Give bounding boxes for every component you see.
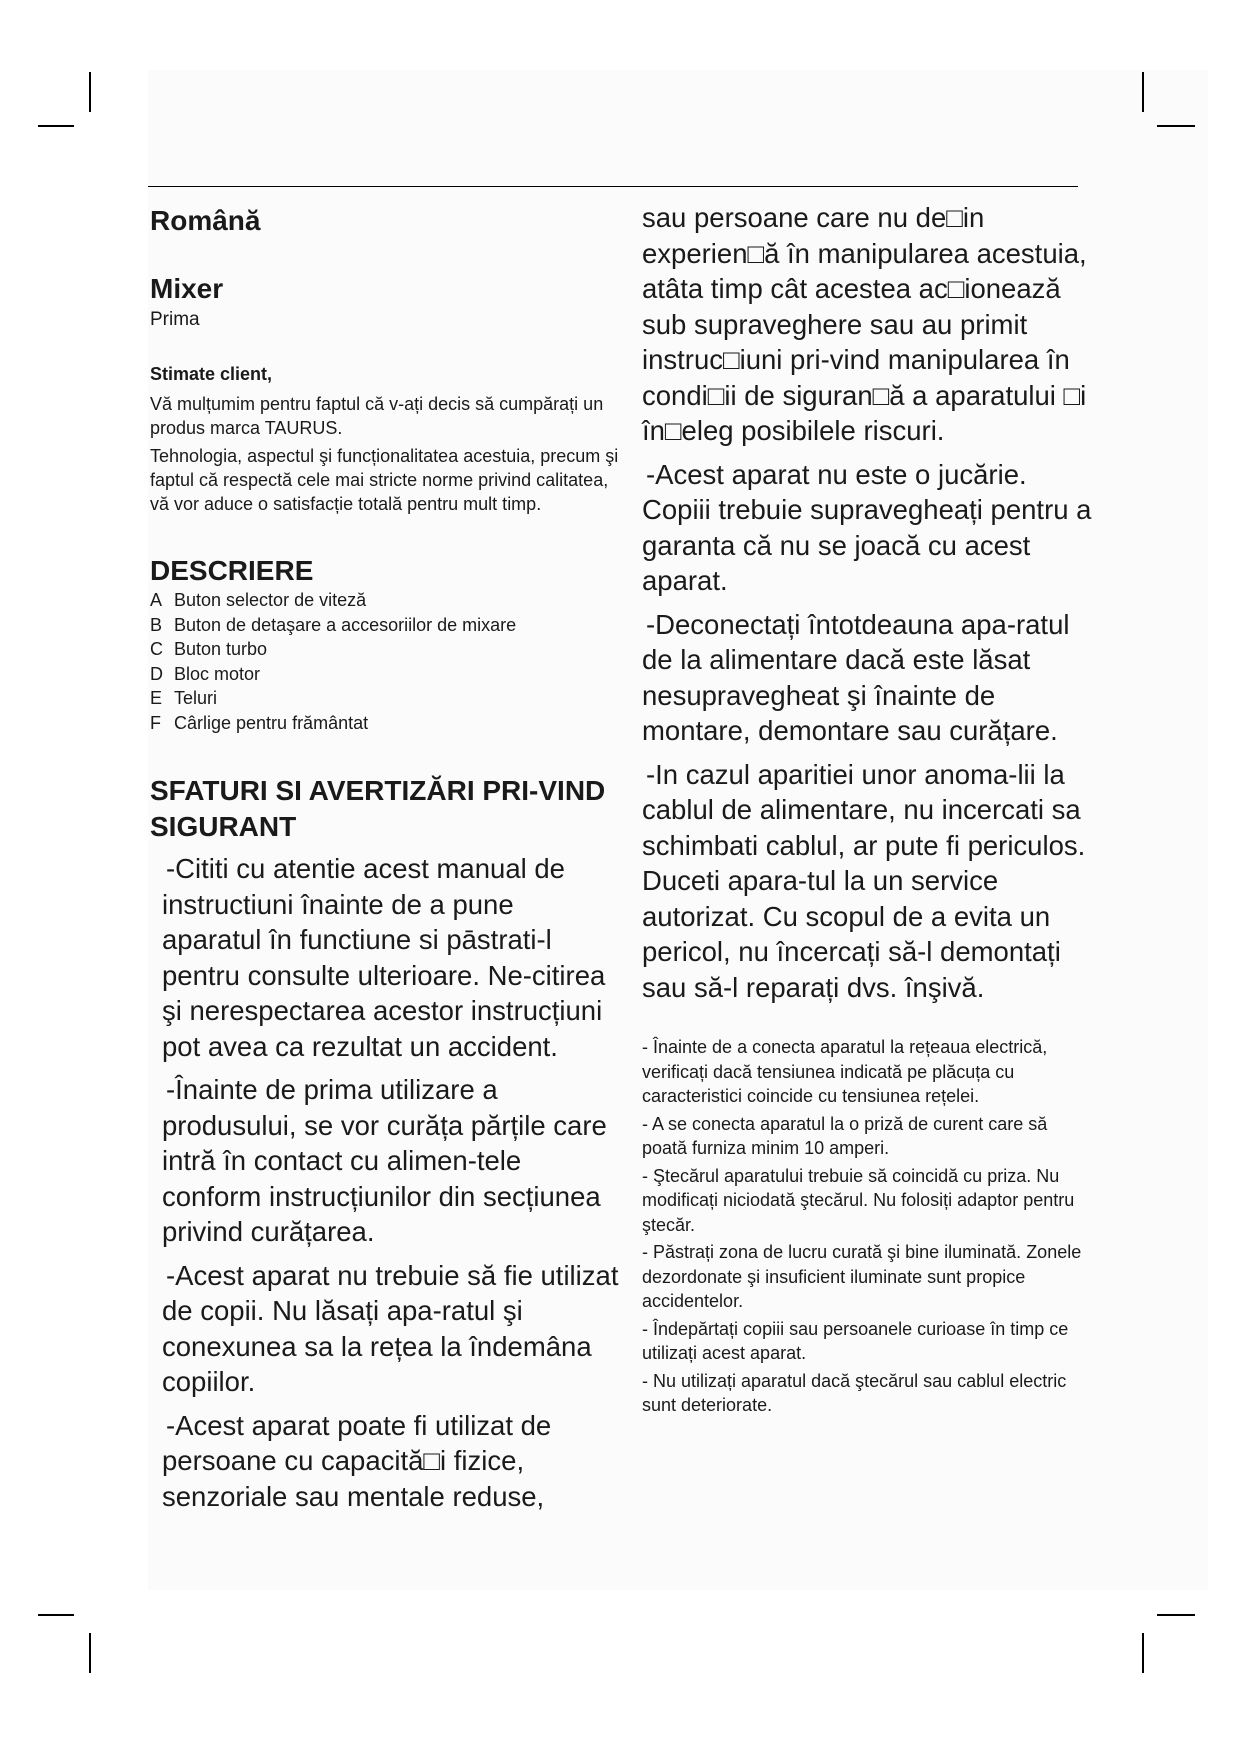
description-item-text: Buton de detaşare a accesoriilor de mixare	[174, 614, 517, 635]
left-column	[150, 200, 620, 1522]
safety-notes	[642, 1035, 1092, 1418]
intro-paragraph: Vă mulțumim pentru faptul că v-ați decis să cumpărați un produs marca TAURUS.	[150, 394, 604, 438]
crop-mark-bottom-left-vertical	[89, 1633, 91, 1673]
description-item-letter: F	[150, 712, 161, 733]
header-rule	[148, 186, 1078, 187]
description-item-letter: C	[150, 639, 163, 659]
crop-mark-top-left-horizontal	[38, 125, 74, 127]
safety-note: - Înainte de a conecta aparatul la rețeaua electrică, verificați dacă tensiunea indicată pe plăcuța cu caracteristici coincide cu tensiunea rețelei.	[642, 1037, 1048, 1106]
safety-paragraph: -Acest aparat nu trebuie să fie utilizat de copii. Nu lăsați apa-ratul şi conexunea sa la rețea la îndemâna copiilor.	[162, 1259, 619, 1397]
product-title: Mixer	[150, 273, 224, 304]
safety-note: - Nu utilizați aparatul dacă ştecărul sau cablul electric sunt deteriorate.	[642, 1370, 1067, 1415]
safety-paragraph: -Acest aparat poate fi utilizat de persoane cu capacită□i fizice, senzoriale sau mentale reduse,	[162, 1409, 552, 1512]
description-item	[150, 637, 620, 662]
safety-note: - Ştecărul aparatului trebuie să coincidă cu priza. Nu modificați niciodată ştecărul. Nu folosiți adaptor pentru ştecăr.	[642, 1165, 1075, 1235]
safety-paragraph: -In cazul aparitiei unor anoma-lii la cablul de alimentare, nu incercati sa schimbati cablul, ar pute fi periculos. Duceti apara-tul la un service autorizat. Cu scopul de a evita un pericol, nu încercați să-l demontați sau să-l reparați dvs. înşivă.	[642, 758, 1086, 1003]
description-item-text: Bloc motor	[174, 663, 261, 684]
description-item-text: Buton turbo	[174, 639, 268, 659]
crop-mark-bottom-right-vertical	[1142, 1633, 1144, 1673]
right-column	[642, 200, 1092, 1421]
greeting: Stimate client,	[150, 364, 273, 384]
safety-paragraph: -Înainte de prima utilizare a produsului, se vor curăța părțile care intră în contact cu alimen-tele conform instrucțiunilor din secțiunea privind curățarea.	[162, 1074, 607, 1247]
safety-note: - A se conecta aparatul la o priză de curent care să poată furniza minim 10 amperi.	[642, 1113, 1048, 1158]
description-item-letter: D	[150, 663, 163, 684]
crop-mark-top-right-horizontal	[1157, 125, 1195, 127]
crop-mark-bottom-right-horizontal	[1157, 1614, 1195, 1616]
description-title: DESCRIERE	[150, 555, 314, 586]
model-name: Prima	[150, 309, 200, 330]
description-item	[150, 662, 620, 687]
safety-note: - Păstrați zona de lucru curată şi bine iluminată. Zonele dezordonate şi insuficient iluminate sunt propice accidentelor.	[642, 1242, 1082, 1311]
safety-title: SFATURI SI AVERTIZĂRI PRI-VIND SIGURANT	[150, 775, 606, 842]
safety-paragraph: -Deconectați întotdeauna apa-ratul de la alimentare dacă este lăsat nesupravegheat şi înainte de montare, demontare sau curățare.	[642, 608, 1070, 746]
safety-paragraph: -Acest aparat nu este o jucărie. Copiii trebuie supravegheați pentru a garanta că nu se joacă cu acest aparat.	[642, 458, 1092, 596]
description-item-text: Buton selector de viteză	[174, 590, 367, 610]
description-item-text: Teluri	[174, 688, 218, 708]
description-item	[150, 613, 620, 638]
description-item-letter: E	[150, 688, 163, 708]
description-item	[150, 588, 620, 613]
crop-mark-top-left-vertical	[89, 72, 91, 112]
description-item	[150, 686, 620, 711]
safety-note: - Îndepărtați copiii sau persoanele curioase în timp ce utilizați acest aparat.	[642, 1318, 1069, 1363]
description-list	[150, 588, 620, 735]
description-item-letter: B	[150, 614, 163, 635]
language-title: Română	[150, 205, 261, 236]
description-item-text: Cârlige pentru frământat	[174, 712, 369, 733]
description-item	[150, 711, 620, 736]
description-item-letter: A	[150, 590, 163, 610]
safety-paragraph: -Cititi cu atentie acest manual de instructiuni înainte de a pune aparatul în functiune si pāstrati-l pentru consulte ulterioare. Ne-citirea şi nerespectarea acestor instrucțiuni pot avea ca rezultat un accident.	[162, 853, 606, 1062]
intro-paragraph: Tehnologia, aspectul şi funcționalitatea acestuia, precum şi faptul că respectă cele mai stricte norme privind calitatea, vă vor aduce o satisfacție totală pentru mult timp.	[150, 446, 619, 514]
safety-paragraph: sau persoane care nu de□in experien□ă în manipularea acestuia, atâta timp cât acestea ac□ionează sub supraveghere sau au primit instruc□iuni pri-vind manipularea în condi□ii de siguran□ă a aparatului □i în□eleg posibilele riscuri.	[642, 202, 1087, 446]
crop-mark-top-right-vertical	[1142, 72, 1144, 112]
crop-mark-bottom-left-horizontal	[38, 1614, 74, 1616]
